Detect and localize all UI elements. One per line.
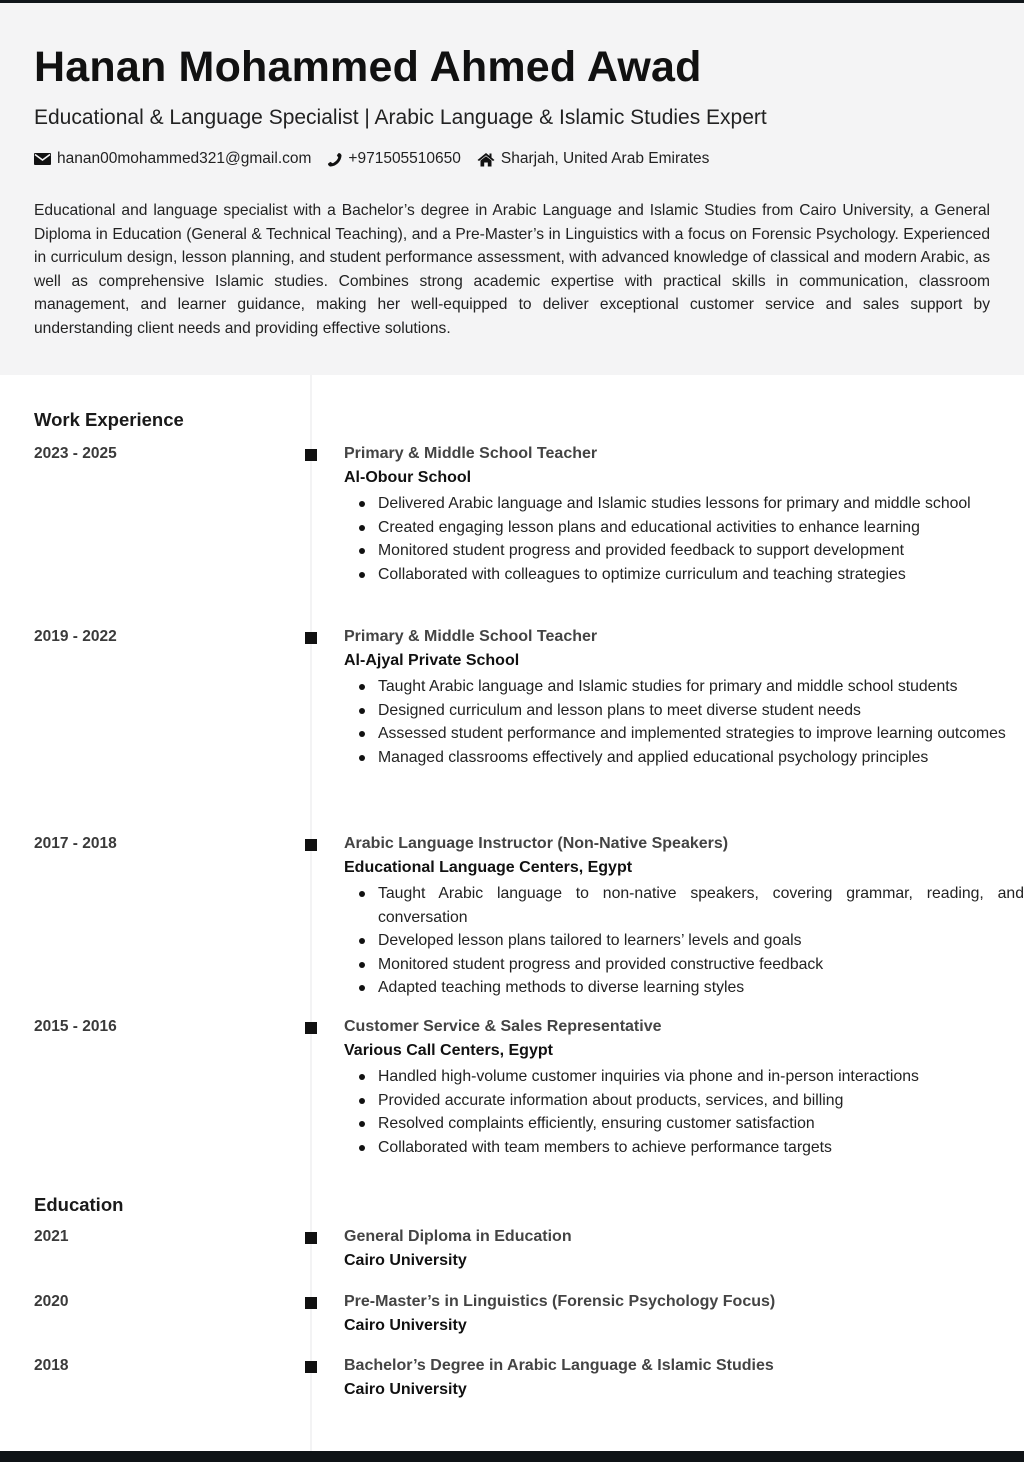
responsibilities-list	[344, 882, 1024, 1000]
entry-date: 2015 - 2016	[34, 1018, 117, 1035]
entry-date: 2023 - 2025	[34, 445, 117, 462]
timeline-marker-icon	[305, 1297, 317, 1309]
work-experience-heading: Work Experience	[34, 409, 184, 430]
job-title: Primary & Middle School Teacher	[344, 445, 598, 462]
list-item: Managed classrooms effectively and applied educational psychology principles	[378, 746, 1024, 770]
phone-text: +971505510650	[348, 150, 461, 167]
employer: Al-Obour School	[344, 469, 472, 486]
home-icon	[477, 152, 495, 167]
list-item: Taught Arabic language to non-native speakers, covering grammar, reading, and conversation	[378, 882, 1024, 929]
timeline-marker-icon	[305, 1361, 317, 1373]
degree: Bachelor’s Degree in Arabic Language & Islamic Studies	[344, 1357, 774, 1374]
entry-date: 2020	[34, 1293, 69, 1310]
timeline-marker-icon	[305, 632, 317, 644]
contact-location	[477, 150, 710, 168]
timeline-marker-icon	[305, 1232, 317, 1244]
entry-date: 2017 - 2018	[34, 835, 117, 852]
degree: General Diploma in Education	[344, 1228, 572, 1245]
job-title: Primary & Middle School Teacher	[344, 628, 598, 645]
employer: Al-Ajyal Private School	[344, 652, 520, 669]
degree: Pre-Master’s in Linguistics (Forensic Psychology Focus)	[344, 1293, 776, 1310]
entry-date: 2021	[34, 1228, 69, 1245]
education-heading: Education	[34, 1194, 124, 1215]
headline: Educational & Language Specialist | Arabic Language & Islamic Studies Expert	[34, 106, 767, 129]
envelope-icon	[34, 153, 51, 165]
bottom-border	[0, 1451, 1024, 1462]
timeline-marker-icon	[305, 449, 317, 461]
phone-icon	[327, 152, 342, 167]
entry-date: 2019 - 2022	[34, 628, 117, 645]
contact-email[interactable]	[34, 150, 311, 168]
job-title: Customer Service & Sales Representative	[344, 1018, 662, 1035]
list-item: Created engaging lesson plans and educational activities to enhance learning	[378, 516, 1024, 540]
list-item: Collaborated with team members to achieve performance targets	[378, 1136, 1024, 1160]
list-item: Assessed student performance and implemented strategies to improve learning outcomes	[378, 722, 1024, 746]
resume-header	[0, 3, 1024, 375]
entry-date: 2018	[34, 1357, 69, 1374]
institution: Cairo University	[344, 1381, 467, 1398]
candidate-name: Hanan Mohammed Ahmed Awad	[34, 43, 702, 91]
timeline-marker-icon	[305, 839, 317, 851]
list-item: Developed lesson plans tailored to learners’ levels and goals	[378, 929, 1024, 953]
professional-summary: Educational and language specialist with a Bachelor’s degree in Arabic Language and Islamic Studies from Cairo University, a General Diploma in Education (General & Technical Teaching), and a Pre-Master’s in Linguistics with a focus on Forensic Psychology. Experienced in curriculum design, lesson planning, and student performance assessment, with advanced knowledge of classical and modern Arabic, as well as comprehensive Islamic studies. Combines strong academic expertise with practical skills in communication, classroom management, and learner guidance, making her well-equipped to deliver exceptional customer service and sales support by understanding client needs and providing effective solutions.	[34, 202, 990, 337]
list-item: Taught Arabic language and Islamic studies for primary and middle school students	[378, 675, 1024, 699]
list-item: Handled high-volume customer inquiries via phone and in-person interactions	[378, 1065, 1024, 1089]
institution: Cairo University	[344, 1317, 467, 1334]
location-text: Sharjah, United Arab Emirates	[500, 150, 710, 167]
list-item: Monitored student progress and provided constructive feedback	[378, 953, 1024, 977]
list-item: Collaborated with colleagues to optimize curriculum and teaching strategies	[378, 563, 1024, 587]
employer: Various Call Centers, Egypt	[344, 1042, 553, 1059]
employer: Educational Language Centers, Egypt	[344, 859, 633, 876]
list-item: Monitored student progress and provided feedback to support development	[378, 539, 1024, 563]
responsibilities-list	[344, 1065, 1024, 1159]
timeline-divider	[310, 375, 312, 1451]
responsibilities-list	[344, 492, 1024, 586]
responsibilities-list	[344, 675, 1024, 769]
timeline-marker-icon	[305, 1022, 317, 1034]
job-title: Arabic Language Instructor (Non-Native Speakers)	[344, 835, 729, 852]
list-item: Adapted teaching methods to diverse learning styles	[378, 976, 1024, 1000]
list-item: Designed curriculum and lesson plans to meet diverse student needs	[378, 699, 1024, 723]
contact-phone[interactable]	[327, 150, 461, 168]
contact-row	[34, 150, 725, 168]
list-item: Delivered Arabic language and Islamic studies lessons for primary and middle school	[378, 492, 1024, 516]
list-item: Resolved complaints efficiently, ensuring customer satisfaction	[378, 1112, 1024, 1136]
list-item: Provided accurate information about products, services, and billing	[378, 1089, 1024, 1113]
email-text: hanan00mohammed321@gmail.com	[57, 150, 312, 167]
institution: Cairo University	[344, 1252, 467, 1269]
